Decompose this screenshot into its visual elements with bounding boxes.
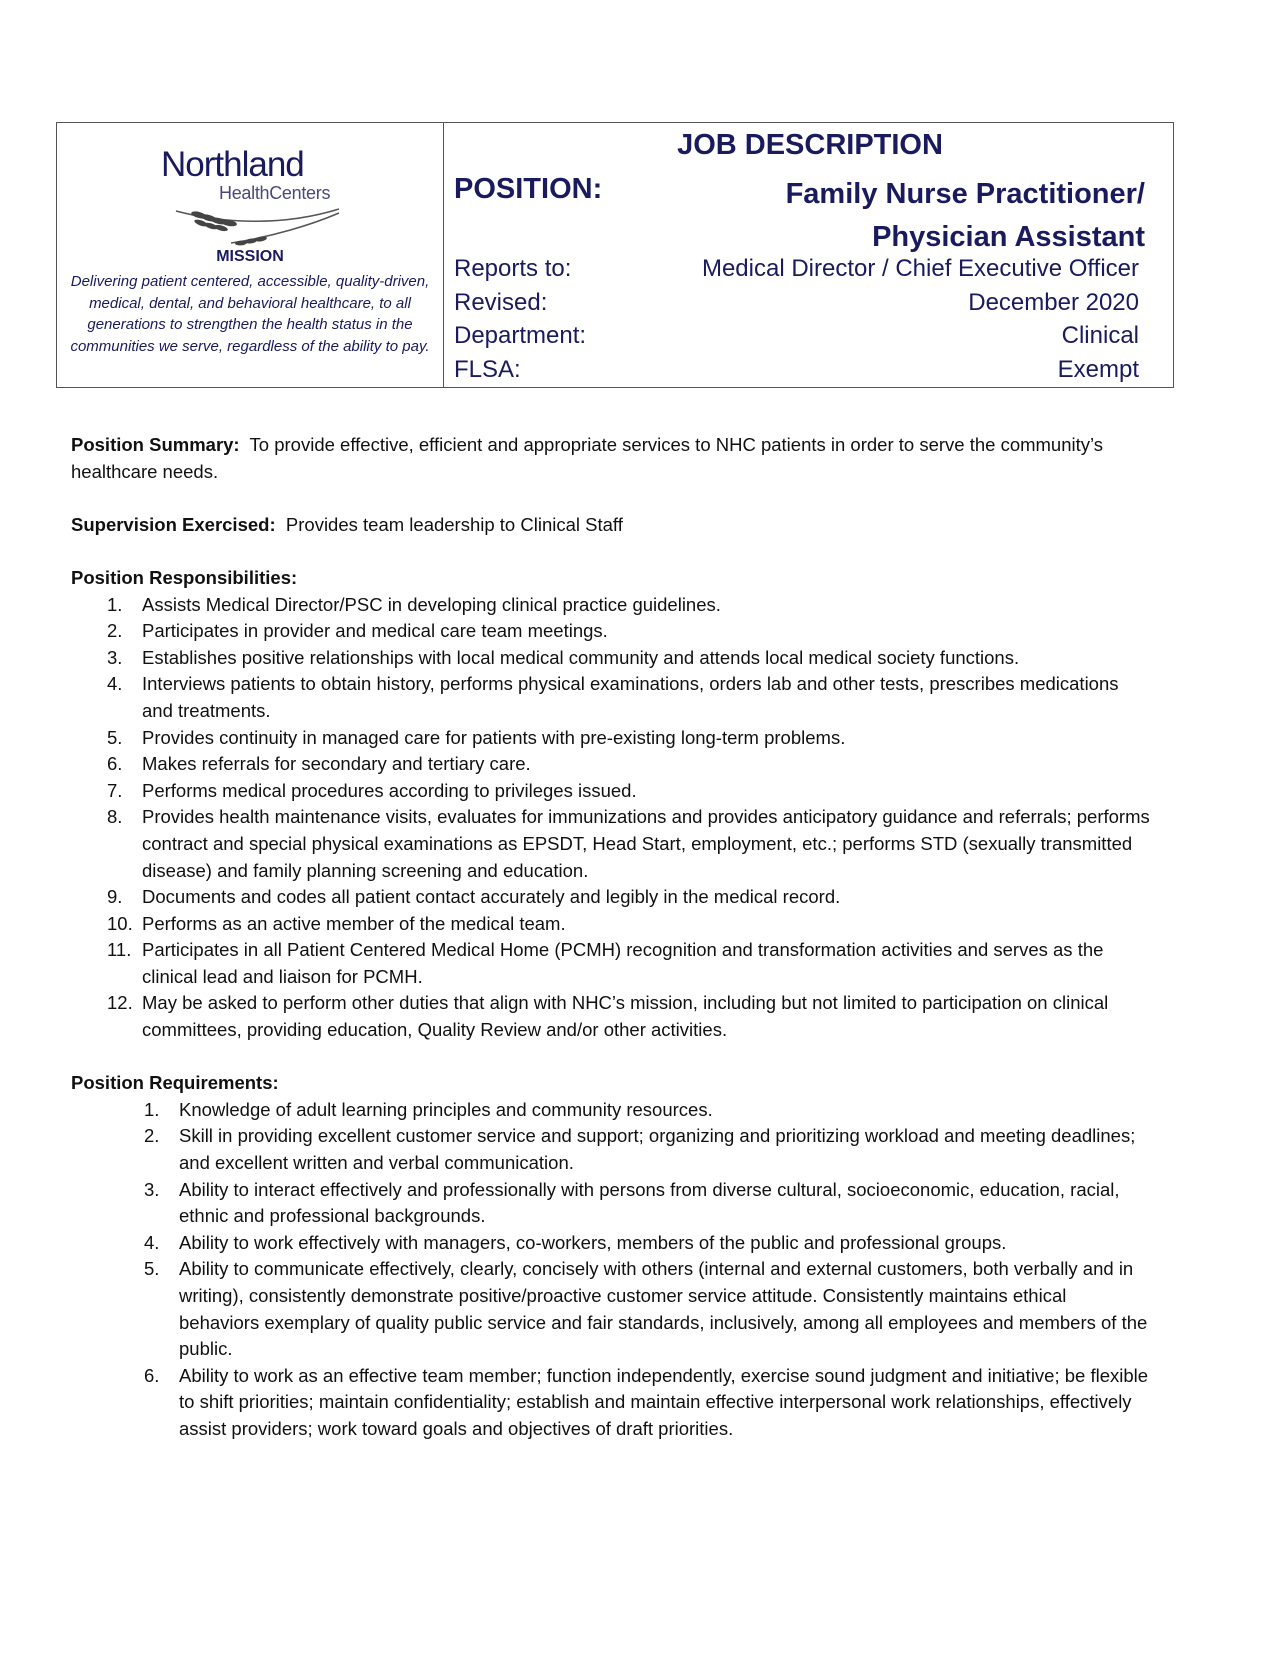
field-label: FLSA: [454,356,521,383]
mission-title: MISSION [216,248,284,265]
list-item [71,645,1151,672]
list-item [71,1097,1151,1124]
header-info-cell [444,123,1173,387]
item-number: 4. [107,673,123,695]
item-number: 4. [144,1231,160,1253]
item-text: Participates in provider and medical care team meetings. [142,620,608,642]
item-text: Ability to work effectively with managers, co-workers, members of the public and professional groups. [179,1231,1007,1253]
list-item [71,778,1151,805]
position-title-line2: Physician Assistant [872,221,1145,253]
item-number: 9. [107,886,123,908]
summary-label: Position Summary: [71,434,240,455]
field-label: Department: [454,322,587,349]
position-label: POSITION: [454,173,603,205]
position-title-line1: Family Nurse Practitioner/ [785,178,1145,210]
list-item [71,1123,1151,1176]
item-number: 10. [107,912,133,934]
item-number: 2. [107,620,123,642]
item-number: 12. [107,992,133,1014]
list-item [71,1230,1151,1257]
field-label: Revised: [454,289,548,316]
item-number: 6. [107,753,123,775]
item-text: Participates in all Patient Centered Medical Home (PCMH) recognition and transformation activities and serves as the clinical lead and liaison for PCMH. [142,939,1104,987]
header-logo-cell [57,123,444,387]
org-logo [161,145,341,245]
item-text: May be asked to perform other duties that align with NHC’s mission, including but not limited to participation on clinical committees, providing education, Quality Review and/or other activities. [142,992,1109,1041]
requirements-list [71,1097,1151,1443]
item-text: Performs as an active member of the medical team. [142,912,566,934]
list-item [71,1363,1151,1443]
item-text: Knowledge of adult learning principles and community resources. [179,1098,713,1120]
supervision-text: Provides team leadership to Clinical Staff [285,513,623,535]
list-item [71,592,1151,619]
logo-name-line1: Northland [161,145,304,184]
field-department [454,322,1139,356]
item-text: Establishes positive relationships with local medical community and attends local medical society functions. [142,646,1020,668]
item-number: 5. [107,726,123,748]
item-number: 3. [107,646,123,668]
item-number: 8. [107,806,123,828]
responsibilities-heading: Position Responsibilities: [71,566,298,588]
field-value: Medical Director / Chief Executive Officer [701,255,1139,282]
item-number: 3. [144,1178,160,1200]
item-number: 11. [107,939,132,961]
requirements-heading: Position Requirements: [71,1072,279,1094]
supervision-label: Supervision Exercised: [71,513,276,535]
item-text: Provides continuity in managed care for patients with pre-existing long-term problems. [142,726,846,748]
field-revised [454,289,1139,323]
item-number: 7. [107,779,123,801]
item-text: Performs medical procedures according to privileges issued. [142,779,637,801]
summary-text: To provide effective, efficient and appropriate services to NHC patients in order to serve the community’s healthcare needs. [71,434,1104,482]
item-text: Makes referrals for secondary and tertiary care. [142,753,531,775]
document-title: JOB DESCRIPTION [677,129,943,161]
field-value: December 2020 [968,289,1139,316]
document-body [71,432,1151,1443]
list-item [71,884,1151,911]
header-table [56,122,1174,388]
list-item [71,671,1151,724]
item-number: 1. [144,1098,160,1120]
list-item [71,804,1151,884]
field-value: Exempt [1057,356,1139,383]
position-summary [71,432,1151,485]
item-text: Ability to communicate effectively, clearly, concisely with others (internal and external customers, both verbally and in writing), consistently demonstrate positive/proactive customer service attitude. Consistently maintains ethical behaviors exemplary of quality public service and fair standards, inclusively, among all employees and members of the public. [179,1258,1148,1360]
field-label: Reports to: [454,255,572,282]
list-item [71,990,1151,1043]
item-number: 2. [144,1125,160,1147]
item-text: Ability to interact effectively and professionally with persons from diverse cultural, socioeconomic, education, racial, ethnic and professional backgrounds. [179,1178,1120,1227]
list-item [71,618,1151,645]
item-text: Ability to work as an effective team member; function independently, exercise sound judgment and initiative; be flexible to shift priorities; maintain confidentiality; establish and maintain effective interpersonal work relationships, effectively assist providers; work toward goals and objectives of draft priorities. [179,1364,1149,1439]
field-value: Clinical [1061,322,1139,349]
mission-statement: Delivering patient centered, accessible, quality-driven, medical, dental, and behavioral healthcare, to all generations to strengthen the health status in the communities we serve, regardless of the ability to pay. [70,273,430,355]
item-text: Assists Medical Director/PSC in developing clinical practice guidelines. [142,593,721,615]
position-title [786,173,1145,259]
logo-name-line2: HealthCenters [219,183,331,203]
list-item [71,725,1151,752]
item-number: 6. [144,1364,160,1386]
list-item [71,1256,1151,1362]
item-text: Provides health maintenance visits, evaluates for immunizations and provides anticipatory guidance and referrals; performs contract and special physical examinations as EPSDT, Head Start, employment, etc.; performs STD (sexually transmitted disease) and family planning screening and education. [142,806,1150,881]
list-item [71,937,1151,990]
field-flsa [454,356,1139,390]
item-text: Interviews patients to obtain history, performs physical examinations, orders lab and other tests, prescribes medications and treatments. [142,673,1119,721]
list-item [71,751,1151,778]
responsibilities-list [71,592,1151,1044]
item-number: 5. [144,1258,160,1280]
item-text: Documents and codes all patient contact accurately and legibly in the medical record. [142,886,841,908]
list-item [71,911,1151,938]
supervision-exercised [71,512,1151,539]
item-number: 1. [107,593,123,615]
list-item [71,1177,1151,1230]
wheat-icon [171,203,341,249]
field-reports-to [454,255,1139,289]
item-text: Skill in providing excellent customer service and support; organizing and prioritizing workload and meeting deadlines; and excellent written and verbal communication. [179,1125,1136,1174]
